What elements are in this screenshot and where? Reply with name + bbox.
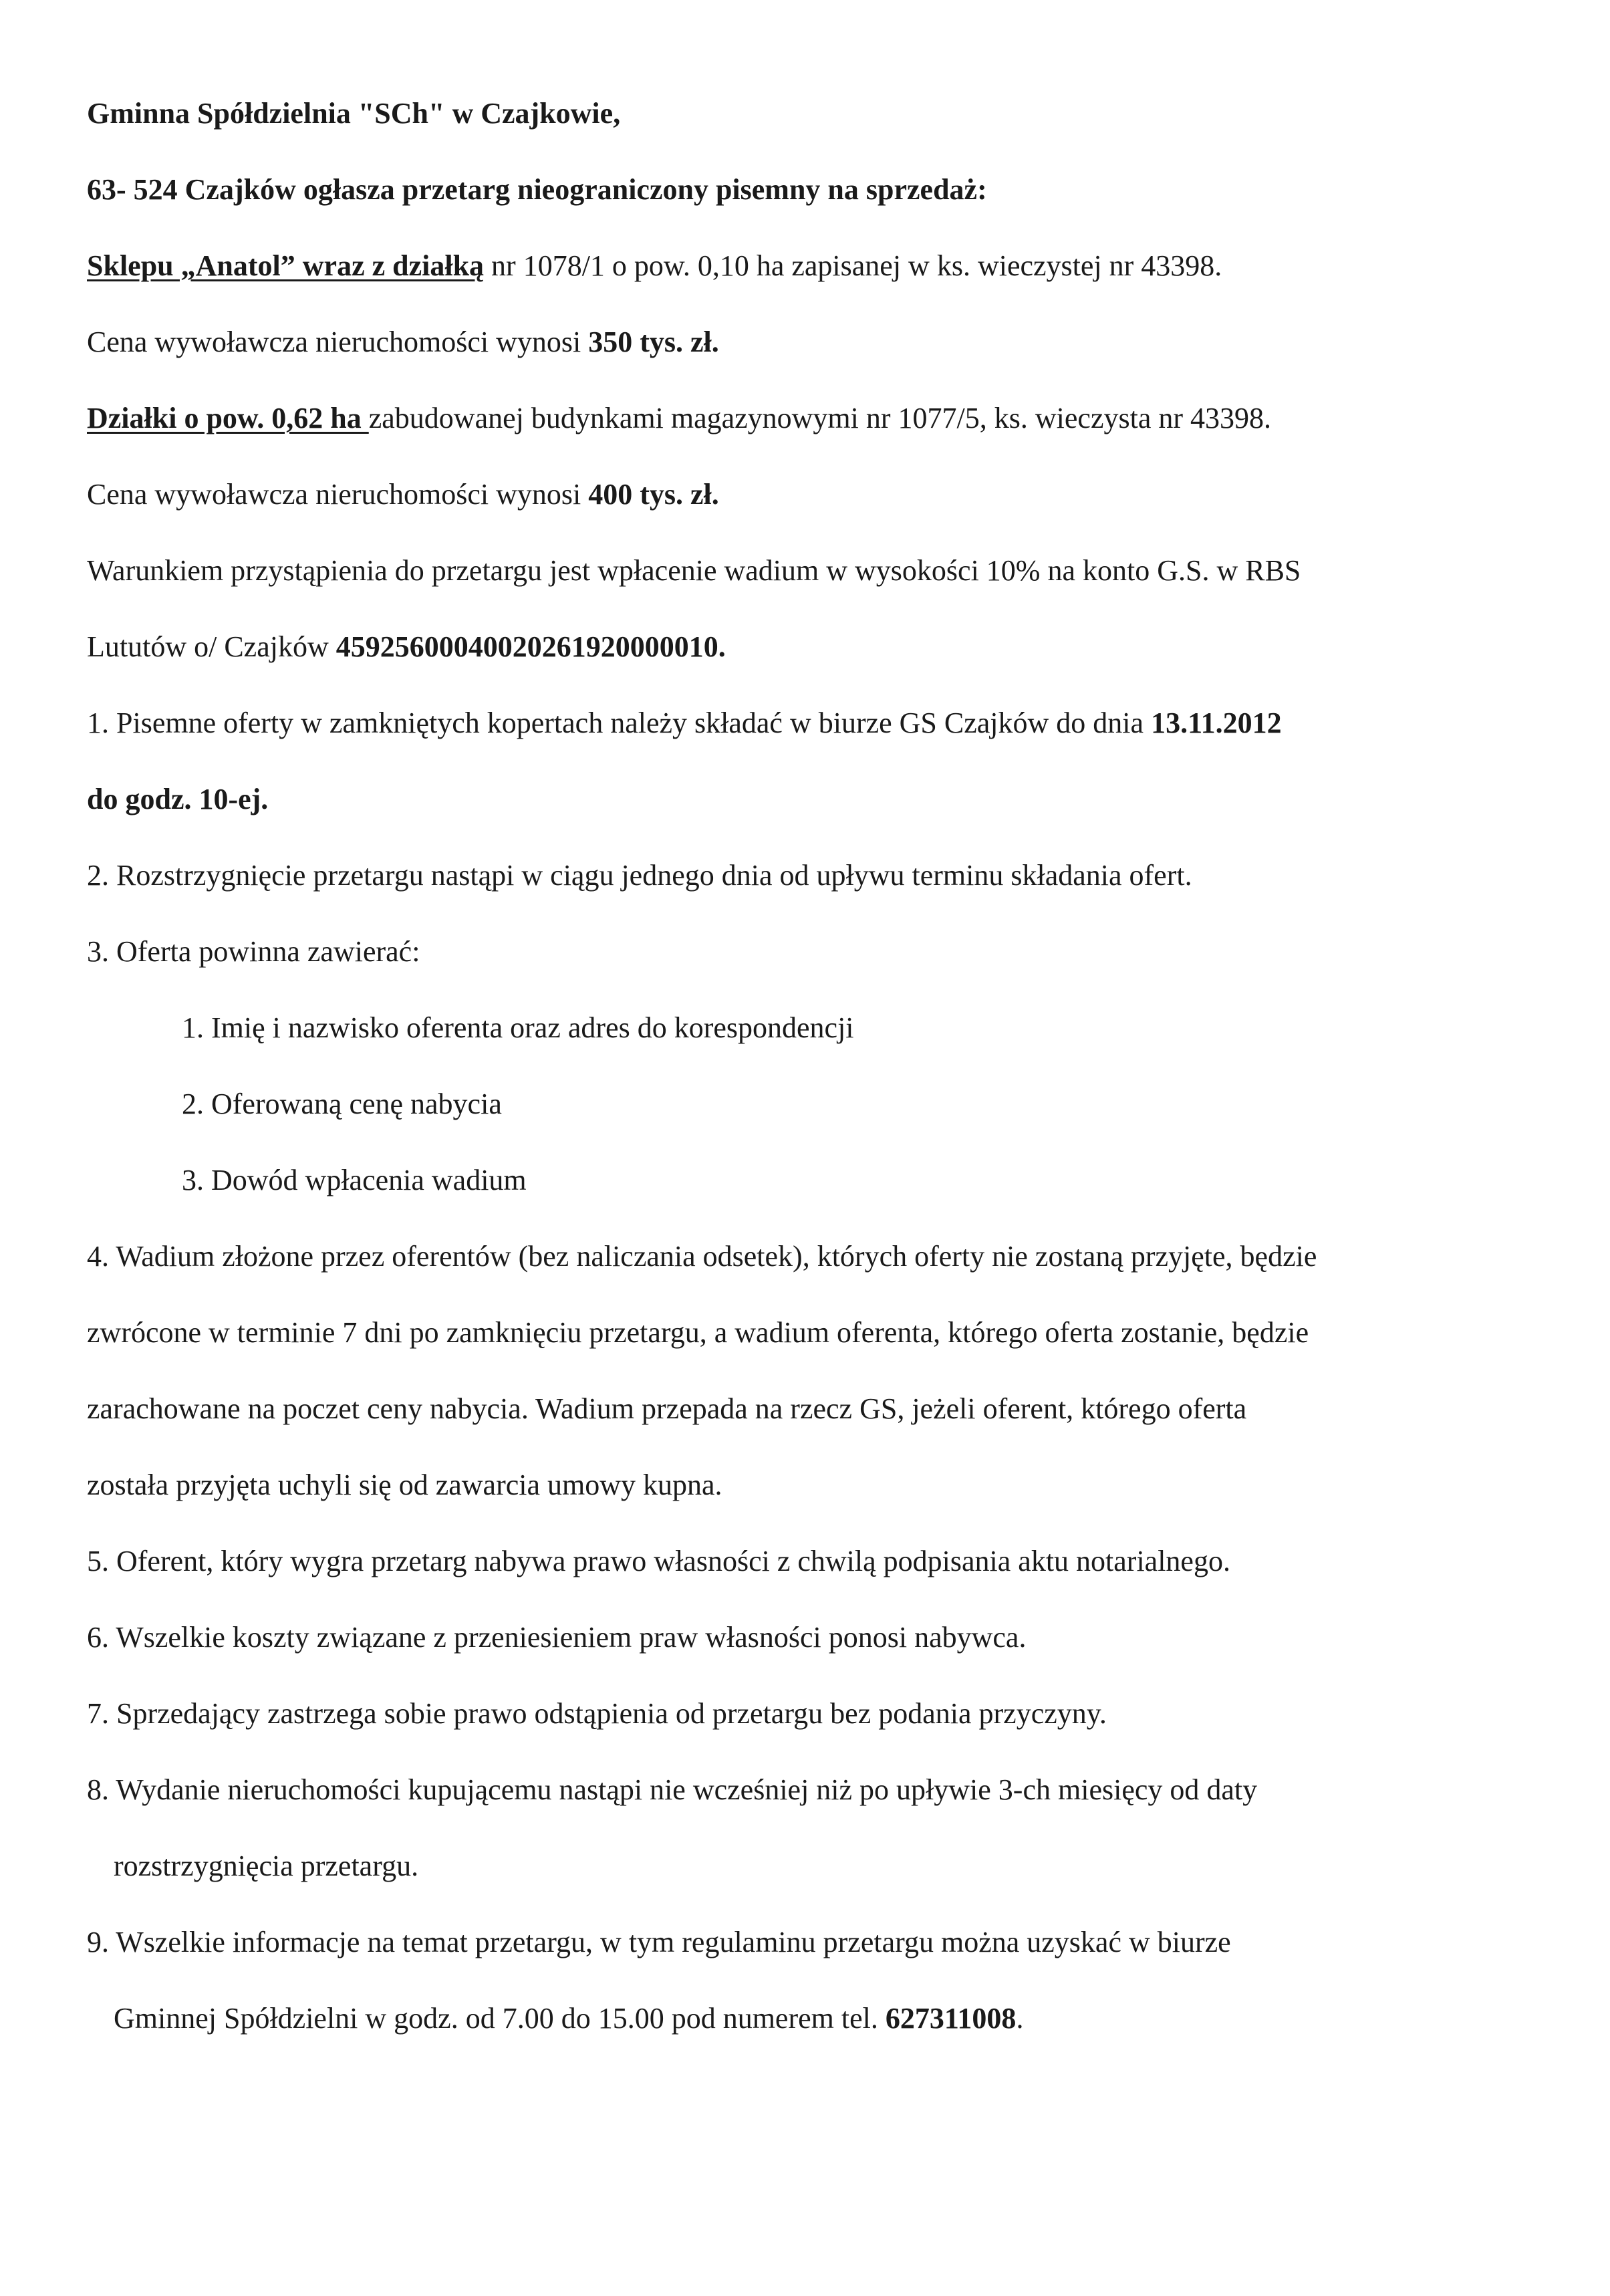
item-5: 5. Oferent, który wygra przetarg nabywa prawo własności z chwilą podpisania aktu notarialnego.	[87, 1545, 1230, 1577]
deposit-line-1: Warunkiem przystąpienia do przetargu jest wpłacenie wadium w wysokości 10% na konto G.S. w RBS	[87, 554, 1301, 587]
bank-account-number: 45925600040020261920000010.	[336, 630, 726, 663]
property-2	[87, 400, 1271, 437]
deposit-line-2	[87, 628, 726, 666]
item-3: 3. Oferta powinna zawierać:	[87, 935, 420, 968]
item-1	[87, 705, 1282, 742]
header-line-1: Gminna Spółdzielnia "SCh" w Czajkowie,	[87, 97, 621, 130]
item-3-sub-3: 3. Dowód wpłacenia wadium	[182, 1164, 527, 1196]
item-1-text: 1. Pisemne oferty w zamkniętych kopertach należy składać w biurze GS Czajków do dnia	[87, 707, 1152, 739]
item-4-line-2: zwrócone w terminie 7 dni po zamknięciu przetargu, a wadium oferenta, którego oferta zostanie, będzie	[87, 1316, 1309, 1349]
item-6: 6. Wszelkie koszty związane z przeniesieniem praw własności ponosi nabywca.	[87, 1621, 1027, 1654]
header-line-2: 63- 524 Czajków ogłasza przetarg nieograniczony pisemny na sprzedaż:	[87, 173, 987, 206]
item-8-line-1: 8. Wydanie nieruchomości kupującemu nastąpi nie wcześniej niż po upływie 3-ch miesięcy od daty	[87, 1773, 1258, 1806]
property-1	[87, 247, 1222, 285]
property-2-title: Działki o pow. 0,62 ha	[87, 402, 369, 434]
item-3-sub-1: 1. Imię i nazwisko oferenta oraz adres do korespondencji	[182, 1011, 854, 1044]
item-4-line-3: zarachowane na poczet ceny nabycia. Wadium przepada na rzecz GS, jeżeli oferent, którego oferta	[87, 1392, 1247, 1425]
item-4-line-4: została przyjęta uchyli się od zawarcia umowy kupna.	[87, 1469, 722, 1501]
property-2-price	[87, 476, 719, 513]
item-9-line-2	[114, 2000, 1023, 2037]
item-3-sub-2: 2. Oferowaną cenę nabycia	[182, 1088, 502, 1120]
property-2-details: zabudowanej budynkami magazynowymi nr 1077/5, ks. wieczysta nr 43398.	[368, 402, 1271, 434]
property-2-price-value: 400 tys. zł.	[588, 478, 719, 511]
item-9-line-1: 9. Wszelkie informacje na temat przetargu, w tym regulaminu przetargu można uzyskać w biurze	[87, 1926, 1231, 1958]
phone-number: 627311008	[885, 2002, 1017, 2035]
property-1-title: Sklepu „Anatol” wraz z działką	[87, 249, 485, 282]
item-9-line-2-text: Gminnej Spółdzielni w godz. od 7.00 do 15.00 pod numerem tel.	[114, 2002, 886, 2035]
property-1-price-text: Cena wywoławcza nieruchomości wynosi	[87, 326, 589, 358]
property-1-details: nr 1078/1 o pow. 0,10 ha zapisanej w ks. wieczystej nr 43398.	[484, 249, 1222, 282]
property-1-price	[87, 324, 719, 361]
item-2: 2. Rozstrzygnięcie przetargu nastąpi w ciągu jednego dnia od upływu terminu składania ofert.	[87, 859, 1192, 892]
item-7: 7. Sprzedający zastrzega sobie prawo odstąpienia od przetargu bez podania przyczyny.	[87, 1697, 1107, 1730]
item-1-time: do godz. 10-ej.	[87, 783, 269, 815]
item-8-line-2: rozstrzygnięcia przetargu.	[114, 1849, 419, 1882]
item-1-date: 13.11.2012	[1151, 707, 1282, 739]
item-9-line-2-end: .	[1016, 2002, 1024, 2035]
deposit-line-2-text: Lututów o/ Czajków	[87, 630, 336, 663]
property-1-price-value: 350 tys. zł.	[588, 326, 719, 358]
item-4-line-1: 4. Wadium złożone przez oferentów (bez naliczania odsetek), których oferty nie zostaną przyjęte, będzie	[87, 1240, 1317, 1273]
property-2-price-text: Cena wywoławcza nieruchomości wynosi	[87, 478, 589, 511]
